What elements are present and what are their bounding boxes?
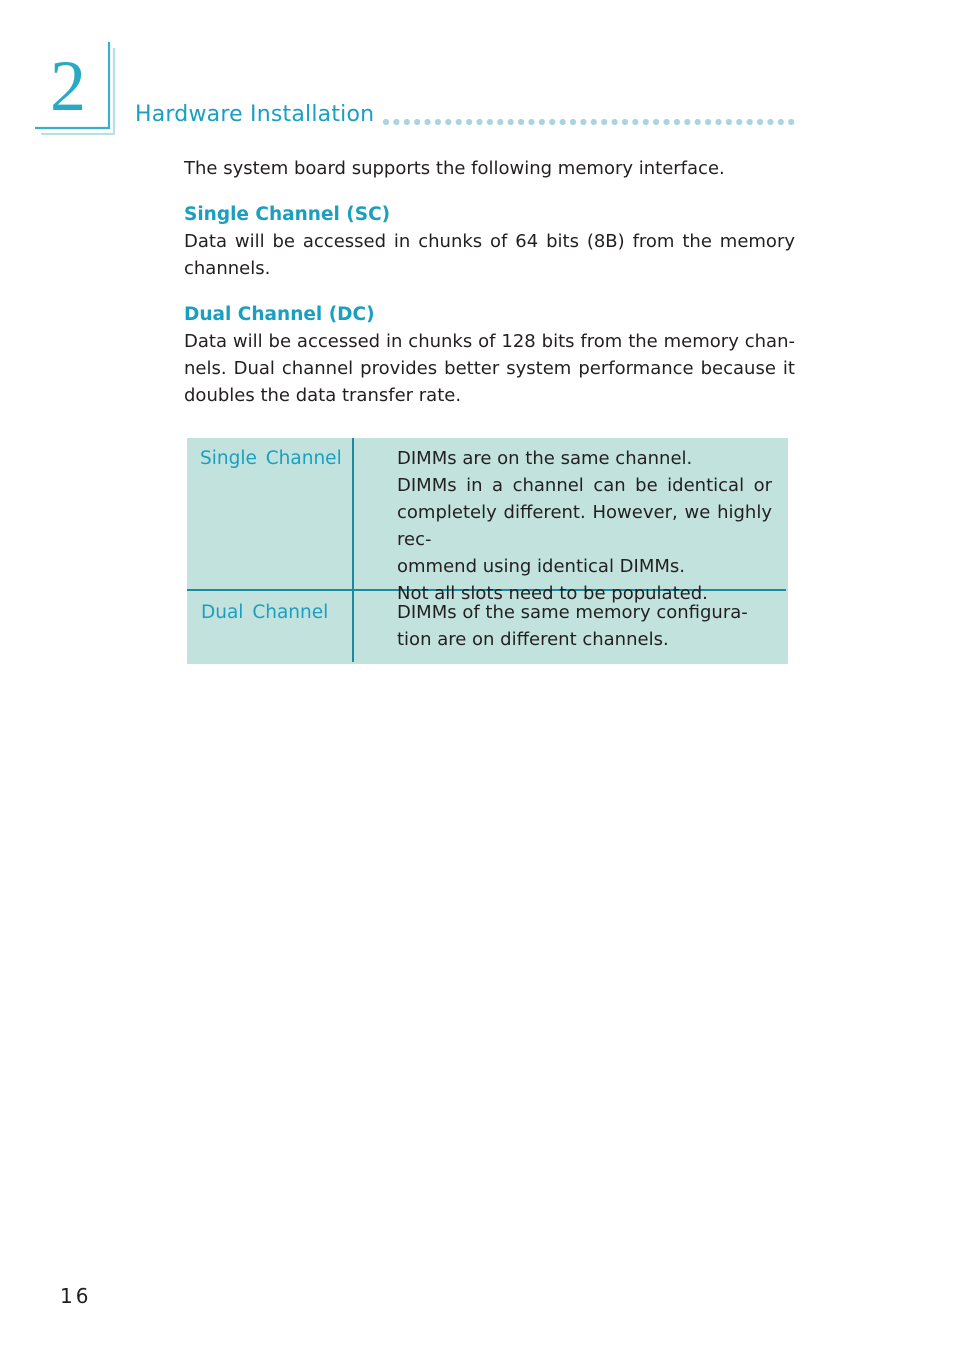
dual-channel-heading: Dual Channel (DC) (184, 304, 375, 325)
single-channel-heading: Single Channel (SC) (184, 204, 391, 225)
table-column-divider (352, 438, 354, 662)
chapter-number: 2 (50, 46, 86, 126)
dot-leader-decoration (383, 118, 797, 126)
table-row-description-dual (397, 599, 772, 653)
single-channel-paragraph: Data will be accessed in chunks of 64 bits (8B) from the memory channels. (184, 231, 795, 279)
section-title: Hardware Installation (135, 102, 375, 127)
table-text-line: tion are on different channels. (397, 629, 669, 650)
table-text-line: DIMMs in a channel can be identical or (397, 475, 772, 496)
table-text-line: Not all slots need to be populated. (397, 583, 708, 604)
table-text-line: ommend using identical DIMMs. (397, 556, 685, 577)
intro-paragraph: The system board supports the following memory interface. (184, 158, 725, 179)
table-row-description-single (397, 445, 772, 607)
dual-channel-paragraph: Data will be accessed in chunks of 128 bits from the memory chan-nels. Dual channel provides better system performance because it doubles the data transfer rate. (184, 331, 795, 406)
table-text-line: DIMMs are on the same channel. (397, 448, 693, 469)
table-text-line: completely different. However, we highly rec- (397, 502, 772, 550)
table-row-label-single: Single Channel (200, 448, 342, 469)
table-row-label-dual: Dual Channel (201, 602, 329, 623)
page-number: 16 (60, 1284, 92, 1308)
table-text-line: DIMMs of the same memory configura- (397, 602, 748, 623)
memory-channel-table (187, 438, 788, 664)
